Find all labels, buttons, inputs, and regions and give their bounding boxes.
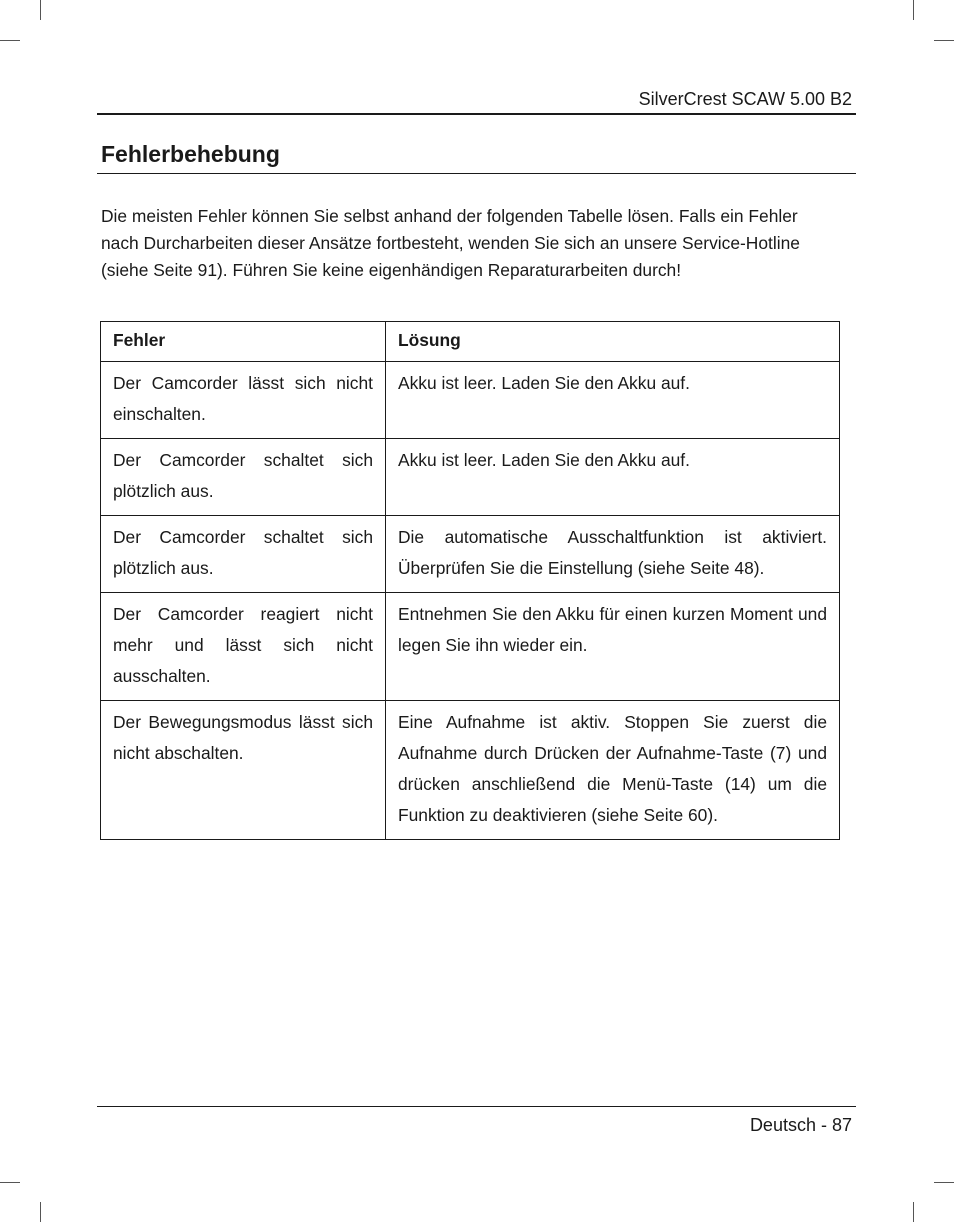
fault-cell: Der Bewegungsmodus lässt sich nicht abschalten. [101,701,386,840]
crop-mark [0,40,20,41]
table-header-row [101,322,840,362]
column-header-fault: Fehler [101,322,386,362]
footer-rule [97,1106,856,1107]
page-footer: Deutsch - 87 [749,1115,852,1135]
crop-mark [40,0,41,20]
crop-mark [913,0,914,20]
table-row [101,701,840,840]
crop-mark [934,1182,954,1183]
table-row [101,439,840,516]
solution-cell: Die automatische Ausschaltfunktion ist aktiviert. Überprüfen Sie die Einstellung (siehe Seite 48). [386,516,840,593]
table-row [101,516,840,593]
table-row [101,593,840,701]
section-title: Fehlerbehebung [101,141,280,167]
troubleshooting-table [100,321,840,840]
fault-cell: Der Camcorder schaltet sich plötzlich aus. [101,516,386,593]
table-row [101,362,840,439]
intro-paragraph: Die meisten Fehler können Sie selbst anhand der folgenden Tabelle lösen. Falls ein Fehler nach Durcharbeiten dieser Ansätze fortbesteht, wenden Sie sich an unsere Service-Hotline (siehe Seite 91). Führen Sie keine eigenhändigen Reparaturarbeiten durch! [101,206,800,280]
solution-cell: Akku ist leer. Laden Sie den Akku auf. [386,362,840,439]
running-header: SilverCrest SCAW 5.00 B2 [638,89,852,109]
column-header-solution: Lösung [386,322,840,362]
crop-mark [934,40,954,41]
header-rule [97,113,856,115]
fault-cell: Der Camcorder schaltet sich plötzlich aus. [101,439,386,516]
fault-cell: Der Camcorder lässt sich nicht einschalten. [101,362,386,439]
solution-cell: Eine Aufnahme ist aktiv. Stoppen Sie zuerst die Aufnahme durch Drücken der Aufnahme-Taste (7) und drücken anschließend die Menü-Taste (14) um die Funktion zu deaktivieren (siehe Seite 60). [386,701,840,840]
fault-cell: Der Camcorder reagiert nicht mehr und lässt sich nicht ausschalten. [101,593,386,701]
title-rule [97,173,856,174]
crop-mark [913,1202,914,1222]
crop-mark [40,1202,41,1222]
solution-cell: Entnehmen Sie den Akku für einen kurzen Moment und legen Sie ihn wieder ein. [386,593,840,701]
crop-mark [0,1182,20,1183]
solution-cell: Akku ist leer. Laden Sie den Akku auf. [386,439,840,516]
